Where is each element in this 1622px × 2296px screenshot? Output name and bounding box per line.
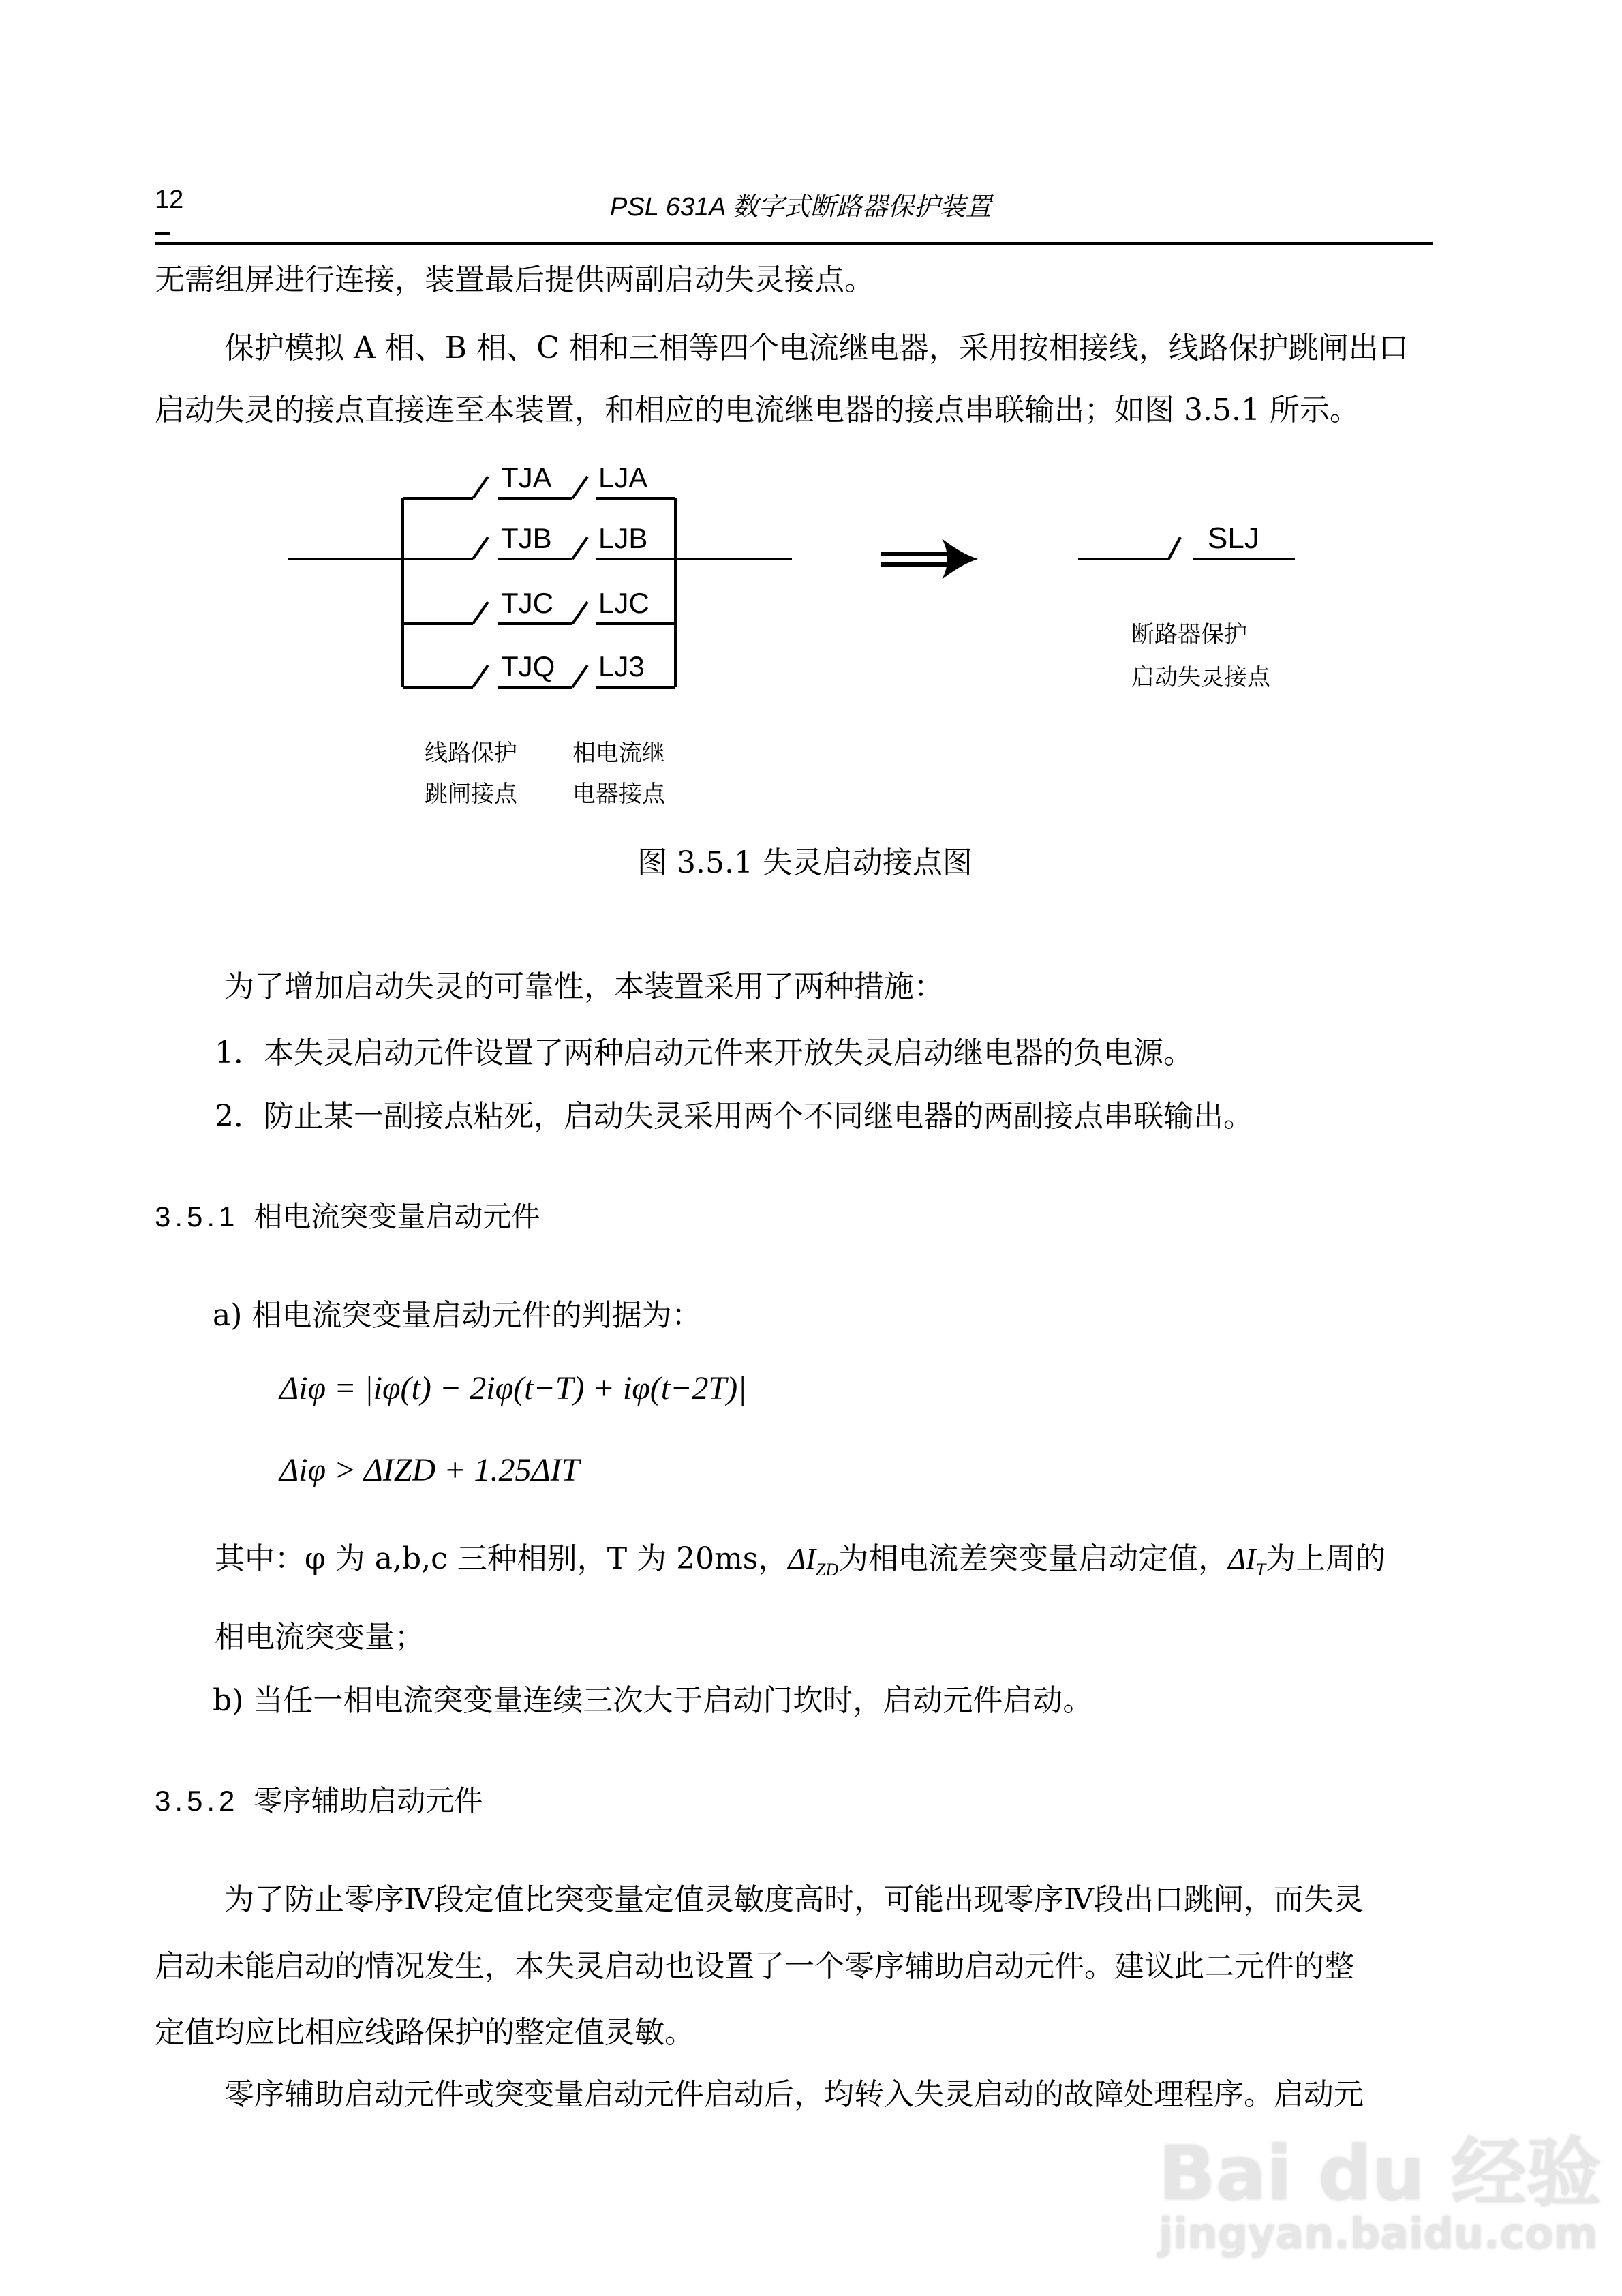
contact-blade — [473, 537, 488, 559]
slj-label: SLJ — [1208, 522, 1259, 555]
slj-contact — [1078, 537, 1295, 559]
section-title: 相电流突变量启动元件 — [254, 1200, 540, 1233]
paragraph-line: 定值均应比相应线路保护的整定值灵敏。 — [155, 2015, 694, 2050]
relay-contact-label: LJ3 — [598, 650, 645, 682]
trip-label: 线路保护 — [425, 740, 517, 766]
section-number: 3.5.2 — [155, 1785, 239, 1817]
paragraph-line: 启动失灵的接点直接连至本装置，和相应的电流继电器的接点串联输出；如图 3.5.1 所示。 — [155, 393, 1360, 427]
page-number: 12 — [155, 185, 184, 214]
contact-blade — [473, 477, 488, 498]
paragraph-line: 为了防止零序Ⅳ段定值比突变量定值灵敏度高时，可能出现零序Ⅳ段出口跳闸，而失灵 — [224, 1882, 1364, 1917]
where-cont: 相电流突变量； — [215, 1620, 425, 1655]
paragraph-line: 无需组屏进行连接，装置最后提供两副启动失灵接点。 — [155, 262, 874, 297]
running-title: PSL 631A 数字式断路器保护装置 — [610, 193, 992, 222]
trip-contact-label: TJA — [501, 462, 552, 494]
contact-blade — [572, 602, 587, 624]
criterion-b: b) 当任一相电流突变量连续三次大于启动门坎时，启动元件启动。 — [213, 1683, 1093, 1718]
formula-2: Δiφ > ΔIZD + 1.25ΔIT — [279, 1452, 580, 1488]
criterion-intro: a) 相电流突变量启动元件的判据为： — [213, 1298, 702, 1333]
contact-blade — [572, 537, 587, 559]
contact-blade — [473, 665, 488, 687]
trip-contact-label: TJC — [501, 587, 553, 619]
where-text: 为相电流差突变量启动定值， — [838, 1541, 1229, 1576]
relay-contact-label: LJA — [598, 462, 648, 494]
output-label: 断路器保护 — [1131, 622, 1247, 648]
contact-diagram — [0, 0, 1622, 886]
relay-label: 相电流继 — [572, 740, 665, 766]
section-number: 3.5.1 — [155, 1200, 239, 1233]
section-title: 零序辅助启动元件 — [254, 1784, 483, 1817]
section-heading-351 — [155, 1198, 540, 1236]
section-heading-352 — [155, 1782, 483, 1820]
measure-item: 1．本失灵启动元件设置了两种启动元件来开放失灵启动继电器的负电源。 — [215, 1036, 1193, 1070]
paragraph-line: 零序辅助启动元件或突变量启动元件启动后，均转入失灵启动的故障处理程序。启动元 — [224, 2077, 1364, 2112]
where-line: 其中：φ 为 a,b,c 三种相别，T 为 20ms，$\Delta I_{ZD}$为相电流差突变量启动定值，$\Delta I_T$为上周的 — [215, 1541, 1386, 1580]
measure-item: 2．防止某一副接点粘死，启动失灵采用两个不同继电器的两副接点串联输出。 — [215, 1099, 1253, 1134]
contact-blade — [572, 665, 587, 687]
output-label: 启动失灵接点 — [1131, 665, 1270, 691]
measures-intro: 为了增加启动失灵的可靠性，本装置采用了两种措施： — [224, 969, 944, 1004]
relay-contact-label: LJC — [598, 587, 649, 619]
relay-label: 电器接点 — [572, 781, 665, 807]
trip-contact-label: TJB — [501, 522, 552, 554]
figure-caption: 图 3.5.1 失灵启动接点图 — [637, 845, 973, 880]
watermark-url: jingyan.baidu.com — [1159, 2209, 1598, 2259]
paragraph-line: 启动未能启动的情况发生，本失灵启动也设置了一个零序辅助启动元件。建议此二元件的整 — [155, 1949, 1354, 1984]
where-text: 为上周的 — [1266, 1541, 1386, 1576]
trip-contact-label: TJQ — [501, 650, 555, 682]
watermark-logo: Bai du 经验 — [1159, 2130, 1602, 2217]
formula-1: Δiφ = |iφ(t) − 2iφ(t−T) + iφ(t−2T)| — [279, 1370, 747, 1406]
relay-contact-label: LJB — [598, 522, 648, 554]
contact-blade — [473, 602, 488, 624]
paragraph-line: 保护模拟 A 相、B 相、C 相和三相等四个电流继电器，采用按相接线，线路保护跳闸出口 — [224, 331, 1409, 365]
arrow-icon — [881, 539, 978, 579]
where-text: 其中：φ 为 a,b,c 三种相别，T 为 20ms， — [215, 1541, 789, 1576]
trip-label: 跳闸接点 — [425, 781, 517, 807]
contact-blade — [572, 477, 587, 498]
